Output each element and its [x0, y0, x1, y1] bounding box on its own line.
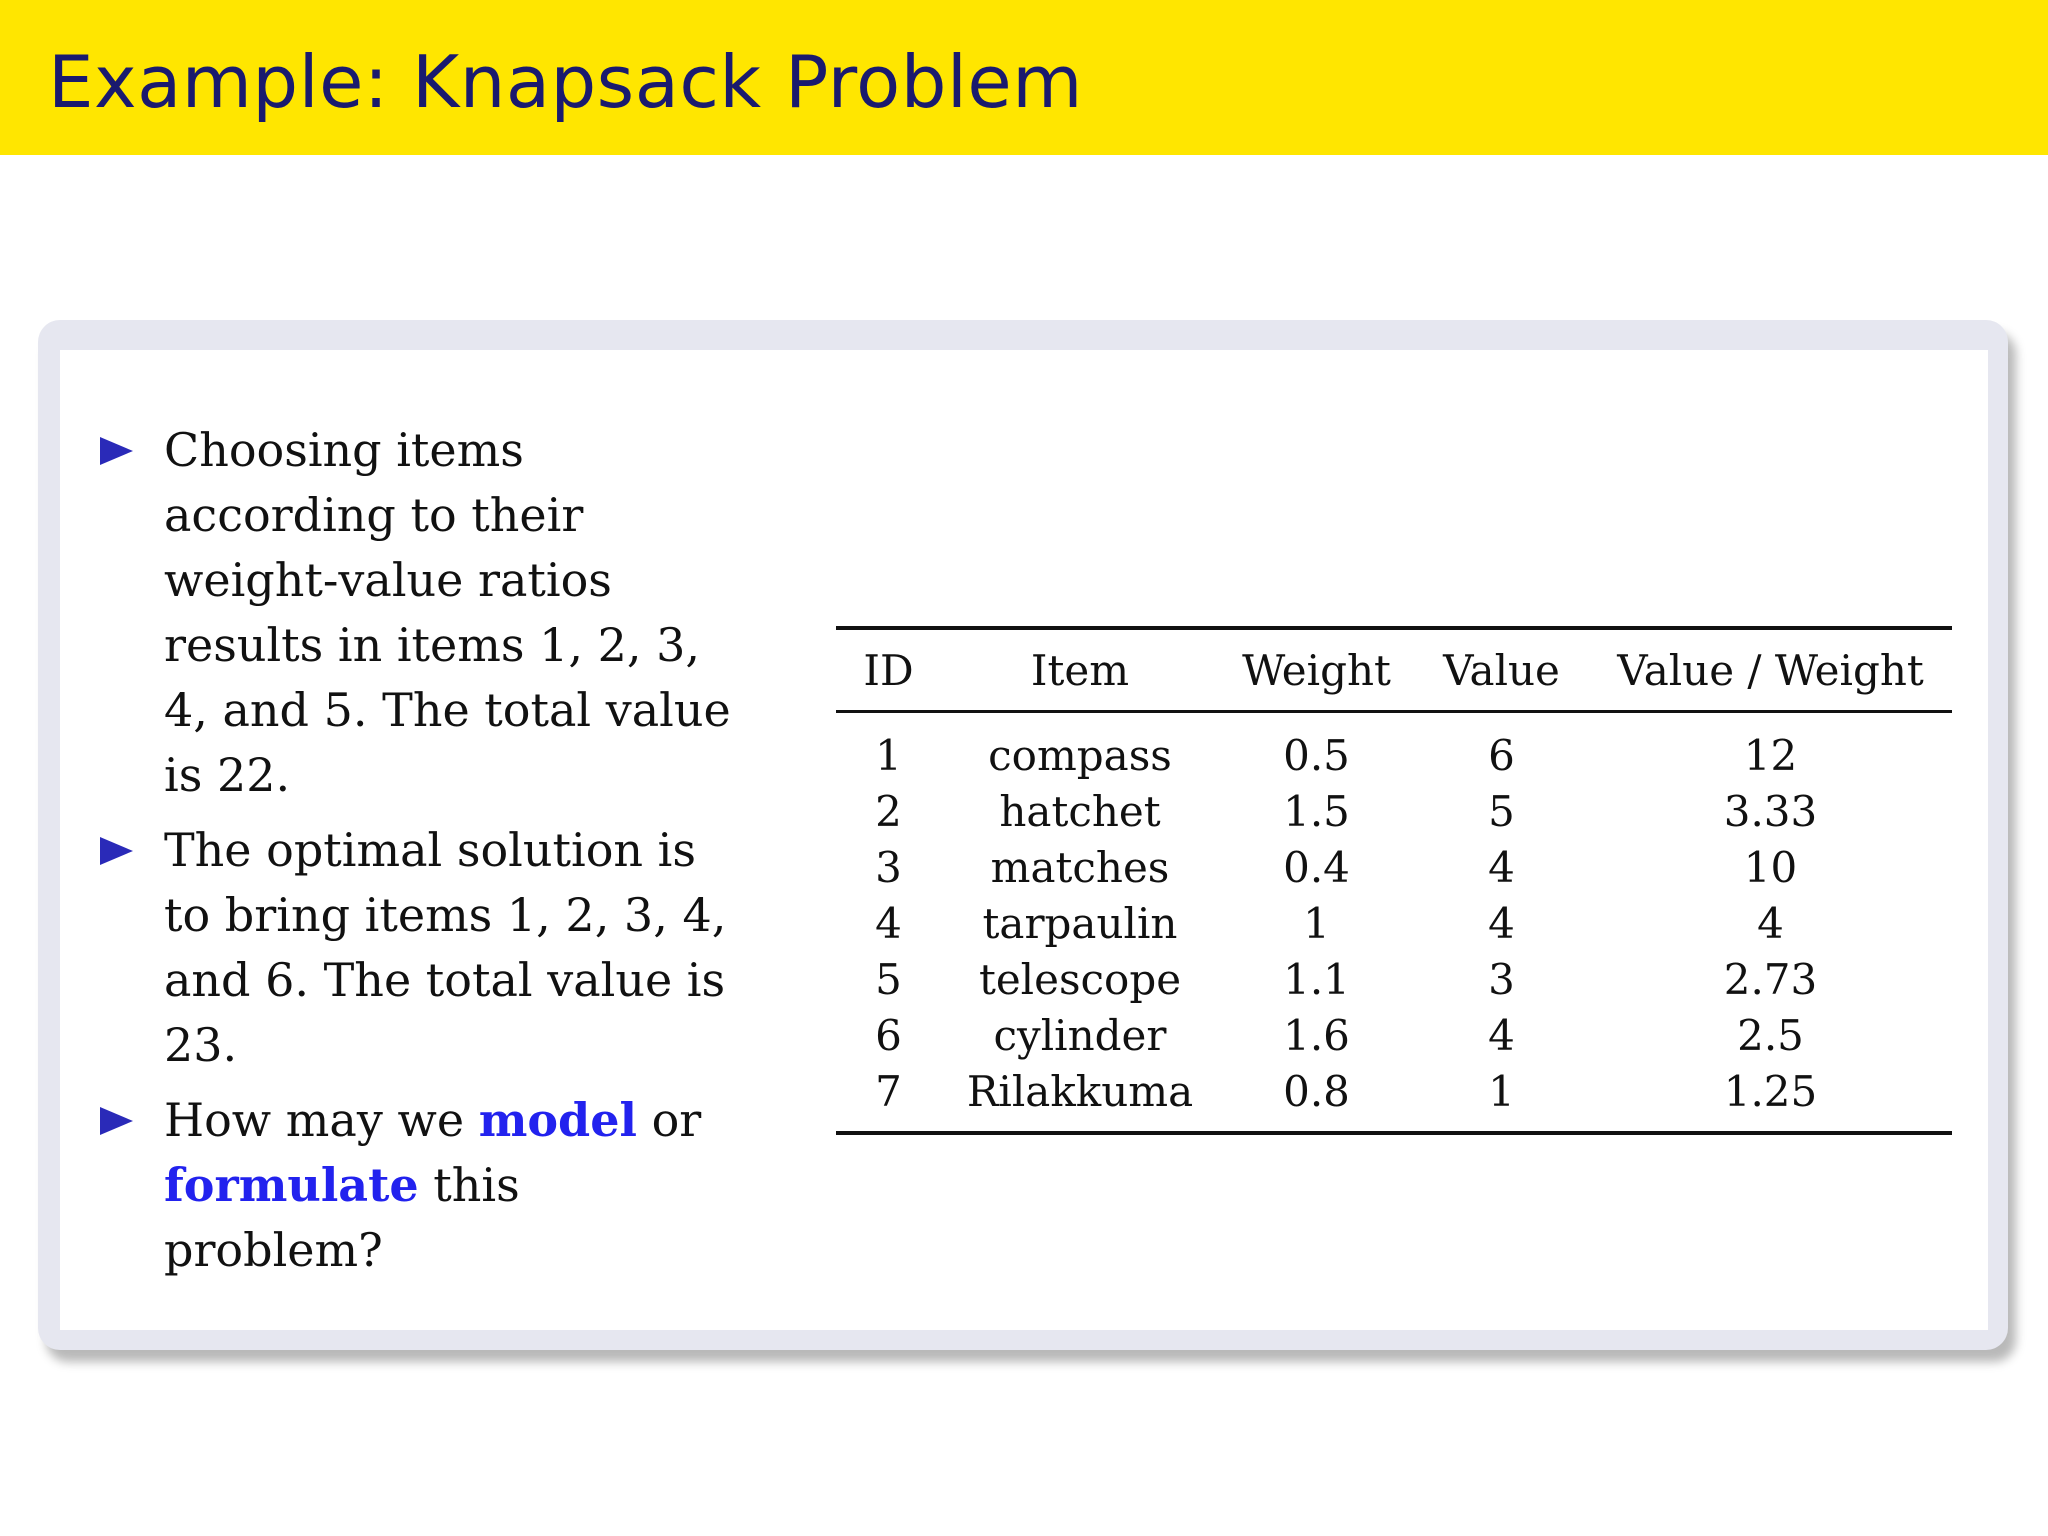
bullet-text: The optimal solution is to bring items 1, 2, 3, 4, and 6. The total value is 23. [164, 823, 727, 1072]
table-row [836, 1063, 1952, 1133]
header-weight: Weight [1242, 645, 1391, 695]
question-suffix: this problem? [164, 1158, 520, 1277]
cell-weight: 0.8 [1283, 1066, 1350, 1116]
bullet-item-greedy [98, 418, 738, 808]
bullet-list [98, 418, 738, 1293]
bullet-item-question [98, 1088, 738, 1283]
cell-value: 5 [1488, 786, 1515, 836]
triangle-bullet-icon [100, 437, 133, 465]
header-item: Item [1030, 645, 1130, 695]
cell-id: 2 [875, 786, 902, 836]
cell-id: 3 [875, 842, 902, 892]
bullet-text [164, 1088, 738, 1283]
cell-weight: 1.1 [1283, 954, 1350, 1004]
cell-ratio: 3.33 [1723, 786, 1818, 836]
knapsack-table [836, 626, 1952, 1135]
table-header-row [836, 628, 1952, 712]
cell-weight: 1 [1303, 898, 1330, 948]
header-value: Value [1443, 645, 1560, 695]
cell-id: 4 [875, 898, 902, 948]
table-row [836, 839, 1952, 895]
cell-item: cylinder [993, 1010, 1167, 1060]
cell-ratio: 2.73 [1723, 954, 1818, 1004]
cell-ratio: 12 [1743, 730, 1798, 780]
cell-item: hatchet [999, 786, 1161, 836]
table-row [836, 1007, 1952, 1063]
cell-id: 7 [875, 1066, 902, 1116]
header-value-per-weight: Value / Weight [1617, 645, 1924, 695]
cell-value: 3 [1488, 954, 1515, 1004]
cell-weight: 1.6 [1283, 1010, 1350, 1060]
header-id: ID [863, 645, 914, 695]
cell-ratio: 2.5 [1737, 1010, 1804, 1060]
cell-weight: 0.5 [1283, 730, 1350, 780]
keyword-formulate: formulate [164, 1158, 419, 1212]
cell-id: 1 [875, 730, 902, 780]
question-mid: or [636, 1093, 702, 1147]
cell-weight: 1.5 [1283, 786, 1350, 836]
slide-title: Example: Knapsack Problem [48, 40, 1083, 124]
bullet-text: Choosing items according to their weight-value ratios results in items 1, 2, 3, 4, and 5. The total value is 22. [164, 423, 731, 802]
cell-value: 4 [1488, 842, 1515, 892]
cell-item: tarpaulin [982, 898, 1178, 948]
cell-ratio: 1.25 [1723, 1066, 1818, 1116]
table-row [836, 895, 1952, 951]
table-row [836, 712, 1952, 784]
cell-value: 4 [1488, 898, 1515, 948]
cell-value: 6 [1488, 730, 1515, 780]
cell-value: 1 [1488, 1066, 1515, 1116]
cell-item: telescope [978, 954, 1182, 1004]
cell-id: 6 [875, 1010, 902, 1060]
knapsack-table-container [836, 626, 1952, 1135]
table-row [836, 951, 1952, 1007]
cell-item: Rilakkuma [966, 1066, 1194, 1116]
triangle-bullet-icon [100, 837, 133, 865]
cell-ratio: 4 [1757, 898, 1784, 948]
triangle-bullet-icon [100, 1107, 133, 1135]
keyword-model: model [478, 1093, 637, 1147]
cell-item: compass [988, 730, 1172, 780]
cell-value: 4 [1488, 1010, 1515, 1060]
title-bar [0, 0, 2048, 155]
bullet-item-optimal [98, 818, 738, 1078]
question-prefix: How may we [164, 1093, 479, 1147]
cell-ratio: 10 [1743, 842, 1798, 892]
cell-weight: 0.4 [1283, 842, 1350, 892]
table-row [836, 783, 1952, 839]
cell-id: 5 [875, 954, 902, 1004]
cell-item: matches [990, 842, 1170, 892]
